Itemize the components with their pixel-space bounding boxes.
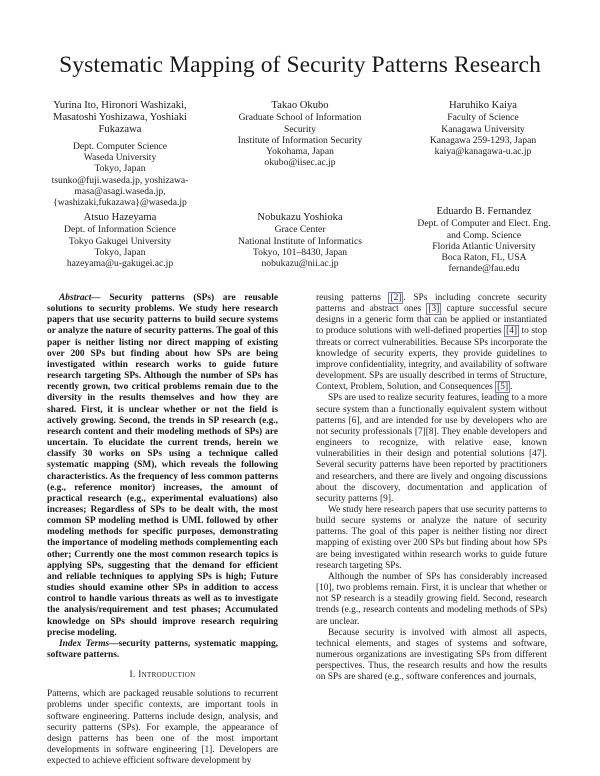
index-terms [47, 639, 278, 661]
index-terms-label: Index Terms— [59, 638, 119, 649]
author-name: Haruhiko Kaiya [449, 100, 517, 111]
right-paragraph-1 [316, 293, 547, 393]
abstract-text: Security patterns (SPs) are reusable solutions to security problems. We study here research papers that use security patterns to build secure systems or analyze the nature of security patterns. The goal of this paper is neither listing nor direct mapping of existing over 200 SPs but finding about how SPs are being investigated within research works to guide future research targeting SPs. Although the number of SPs has recently grown, two critical problems remain due to the diversity in the results themselves and how they are shared. First, it is unclear whether or not the field is actively growing. Second, the trends in SP research (e.g., research content and their modeling methods of SPs) are uncertain. To elucidate the current trends, herein we classify 30 works on SPs using a technique called systematic mapping (SM), which reveals the following characteristics. As the frequency of less common patterns (e.g., reference monitor) increases, the amount of practical research (e.g., experimental evaluations) also increases; Regardless of SPs to be dealt with, the most common SP modeling method is UML followed by other modeling methods for specific purposes, demonstrating the importance of modeling methods complementing each other; Currently one the most common research topics is applying SPs, suggesting that the demand for efficient and reliable techniques to applying SPs is high; Future studies should examine other SPs in addition to access control to handle various threats as well as to investigate the analysis/requirement and test phases; Accumulated knowledge on SPs should improve research requiring precise modeling. [47, 293, 278, 638]
text-run: to stop threats or correct vulnerabilities. Because SPs incorporate the knowledge of security experts, they provide guidelines to improve confidentiality, integrity, and availability of software development. SPs are usually described in terms of Structure, Context, Problem, Solution, and Consequences [316, 326, 548, 393]
section-title: Introduction [138, 670, 196, 681]
author-name: Yurina Ito, Hironori Washizaki, Masatoshi Yoshizawa, Yoshiaki Fukazawa [53, 100, 187, 136]
author-block-okubo [224, 100, 376, 169]
author-name: Atsuo Hazeyama [83, 212, 157, 223]
right-paragraph-5: Because security is involved with almost all aspects, technical elements, and stages of systems and software, numerous organizations are investigating SPs from different perspectives. Thus, the research results and how the results on SPs are shared (e.g., software conferences and journals, [316, 627, 547, 683]
author-affiliation: Tokyo Gakugei University [68, 235, 172, 247]
text-run: capture successful secure designs in a generic form that can be applied or instantiated to produce solutions with well-defined properties [316, 304, 547, 337]
author-affiliation: Dept. of Information Science [64, 224, 176, 236]
author-email: nobukazu@nii.ac.jp [261, 258, 339, 270]
author-block-ito [44, 100, 196, 208]
author-block-yoshioka [224, 212, 376, 269]
text-run: reusing patterns [316, 293, 389, 303]
author-location: Tokyo, Japan [94, 163, 146, 175]
intro-paragraph-1: Patterns, which are packaged reusable solutions to recurrent problems under specific contexts, are important tools in software engineering. Patterns include design, analysis, and security patterns (SPs). For example, the appearance of design patterns has been one of the most important developments in software engineering [1]. Developers are expected to achieve efficient software development by [47, 689, 278, 767]
section-heading-introduction [47, 670, 278, 681]
citation-link-4[interactable]: [4] [506, 326, 518, 337]
author-email: hazeyama@u-gakugei.ac.jp [66, 258, 174, 270]
author-location: Tokyo, Japan [94, 246, 146, 258]
author-block-kaiya [408, 100, 558, 157]
abstract [47, 293, 278, 639]
right-column [316, 293, 547, 683]
author-affiliation: Graduate School of Information [238, 112, 362, 124]
author-location: Tokyo, 101–8430, Japan [252, 246, 348, 258]
text-run: . SPs including concrete security patterns and abstract ones [316, 293, 547, 315]
author-affiliation: and Comp. Science [446, 229, 522, 241]
right-paragraph-4: Although the number of SPs has considerably increased [10], two problems remain. First, it is unclear that whether or not SP research is a steadily growing field. Second, research trends (e.g., research contents and modeling methods of SPs) are unclear. [316, 571, 547, 627]
index-terms-text: security patterns, systematic mapping, software patterns. [47, 638, 278, 660]
author-name: Nobukazu Yoshioka [257, 212, 343, 223]
author-affiliation: Dept. of Computer and Elect. Eng. [417, 218, 551, 230]
author-affiliation: Florida Atlantic University [432, 240, 536, 252]
author-email: {washizaki,fukazawa}@waseda.jp [53, 197, 187, 209]
author-name: Takao Okubo [271, 100, 329, 111]
author-affiliation: Dept. Computer Science [72, 140, 168, 152]
author-location: Yokohama, Japan [266, 146, 334, 158]
paper-title: Systematic Mapping of Security Patterns Research [59, 52, 541, 78]
left-column [47, 293, 278, 767]
author-affiliation: Faculty of Science [447, 112, 519, 124]
author-email: fernande@fau.edu [448, 263, 520, 275]
author-block-fernandez [404, 206, 564, 275]
section-number: I. [129, 670, 139, 681]
author-block-hazeyama [44, 212, 196, 269]
author-affiliation: Kanagawa University [441, 123, 525, 135]
author-email: okubo@iisec.ac.jp [264, 157, 336, 169]
author-email: kaiya@kanagawa-u.ac.jp [434, 146, 532, 158]
author-affiliation: Grace Center [274, 224, 326, 236]
author-email: masa@asagi.waseda.jp, [74, 185, 166, 197]
author-affiliation: National Institute of Informatics [238, 235, 362, 247]
author-affiliation: Security [284, 123, 316, 135]
right-paragraph-2: SPs are used to realize security features, leading to a more secure system than a functionally equivalent system without patterns [6], and are intended for use by developers who are not security professionals [7][8]. They enable developers and engineers to recognize, with relative ease, known vulnerabilities in their design and potential solutions [47]. Several security patterns have been reported by practitioners and researchers, and there are lively and ongoing discussions about the discovery, documentation and application of security patterns [9]. [316, 393, 547, 504]
author-location: Boca Raton, FL, USA [441, 252, 527, 264]
author-affiliation: Waseda University [83, 151, 157, 163]
citation-link-2[interactable]: [2] [390, 293, 402, 303]
author-location: Kanagawa 259-1293, Japan [429, 134, 537, 146]
author-email: tsunko@fuji.waseda.jp, yoshizawa- [51, 174, 189, 186]
abstract-label: Abstract— [59, 293, 101, 303]
citation-link-5[interactable]: [5] [497, 382, 509, 393]
author-affiliation: Institute of Information Security [237, 134, 363, 146]
text-run: . [510, 382, 513, 393]
author-name: Eduardo B. Fernandez [436, 206, 532, 217]
citation-link-3[interactable]: [3] [428, 304, 440, 315]
right-paragraph-3: We study here research papers that use security patterns to build secure systems or analyze the nature of security patterns. The goal of this paper is neither listing nor direct mapping of existing over 200 SPs but finding about how SPs are being investigated within research works to guide future research targeting SPs. [316, 504, 547, 571]
